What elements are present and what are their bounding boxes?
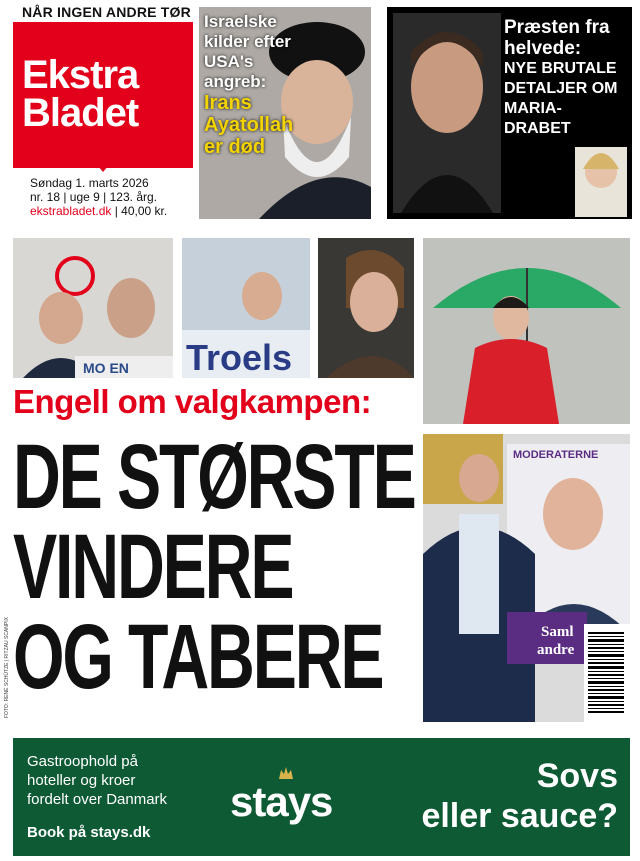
photo-politicians-3 [318, 238, 414, 378]
photo-credit-text: FOTO: RENÉ SCHÜTZE | RITZAU SCANPIX [4, 617, 10, 718]
poster-party: MODERATERNE [513, 449, 599, 461]
umbrella-photo [423, 238, 630, 424]
headline-kicker[interactable]: Engell om valgkampen: [13, 383, 372, 420]
logo-line1: Ekstra [22, 53, 139, 97]
ad-slogan [378, 756, 618, 836]
story2-sub: NYE BRUTALE DETALJER OM MARIA-DRABET [504, 60, 618, 137]
sign-moderaterne-1: MO EN [83, 360, 129, 376]
photo-umbrella [423, 238, 630, 424]
logo-pointer [93, 160, 113, 172]
price: | 40,00 kr. [114, 204, 168, 218]
barcode [584, 624, 630, 722]
sign-troels: Troels [186, 337, 293, 378]
ad-line3: fordelt over Danmark [27, 791, 168, 808]
dateline [30, 176, 190, 218]
issue-number: nr. 18 | uge 9 | 123. årg. [30, 190, 157, 204]
story1-highlight: Irans Ayatollah er død [204, 92, 294, 158]
photo-politicians-2 [182, 238, 310, 378]
poster-slogan-2: andre [537, 642, 575, 658]
story2-text [504, 17, 629, 139]
ad-slogan-line1: Sovs [536, 757, 618, 795]
headline-line3: OG TABERE [13, 606, 383, 708]
story-priest[interactable] [387, 7, 632, 219]
story1-text [204, 12, 304, 158]
politician-photo-2 [182, 238, 310, 378]
main-headline[interactable] [13, 426, 415, 708]
photo-politicians-1 [13, 238, 173, 378]
headline-line2: VINDERE [13, 516, 293, 618]
story1-intro: Israelske kilder efter USA's angreb: [204, 12, 291, 91]
story2-title: Præsten fra helvede: [504, 17, 610, 59]
ad-line2: hoteller og kroer [27, 772, 136, 789]
headline-line1: DE STØRSTE [13, 426, 415, 528]
logo-line2: Bladet [22, 91, 139, 135]
ad-cta[interactable]: Book på stays.dk [27, 824, 151, 841]
logo[interactable] [22, 53, 187, 135]
ad-description [27, 752, 227, 809]
site-link[interactable]: ekstrabladet.dk [30, 204, 112, 218]
poster-slogan-1: Saml [541, 624, 574, 640]
photo-credit [2, 440, 10, 720]
ad-line1: Gastroophold på [27, 753, 138, 770]
tagline: NÅR INGEN ANDRE TØR [22, 4, 191, 20]
ad-slogan-line2: eller sauce? [421, 797, 618, 835]
story-ayatollah[interactable] [199, 7, 371, 219]
politician-photo-3 [318, 238, 414, 378]
ad-brand-logo[interactable]: stays [230, 778, 333, 825]
issue-date: Søndag 1. marts 2026 [30, 176, 149, 190]
politician-photo-1 [13, 238, 173, 378]
